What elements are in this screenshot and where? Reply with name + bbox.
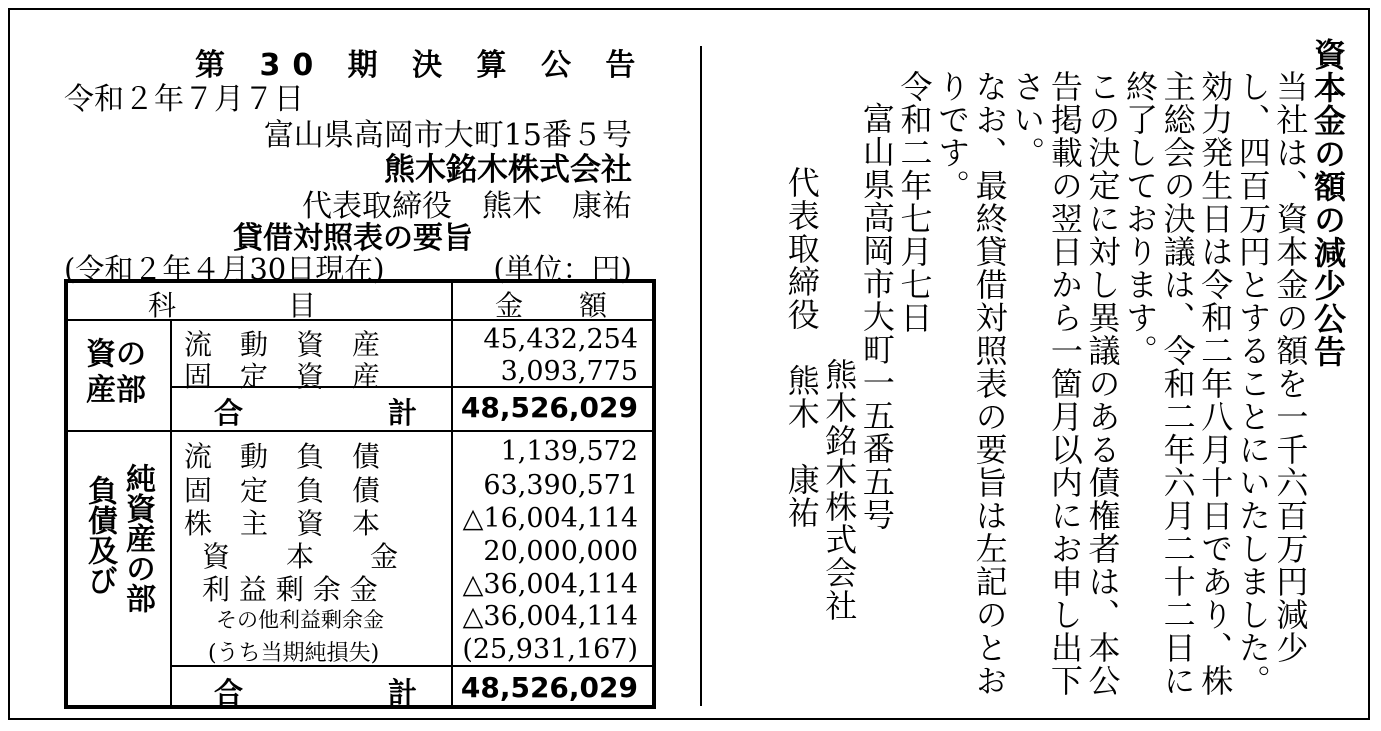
assets-total-value: 48,526,029 — [460, 391, 638, 424]
column-header-item: 科 目 — [148, 289, 317, 322]
asset-row-value: 45,432,254 — [483, 324, 638, 355]
balance-sheet-table — [64, 279, 656, 709]
notice-body-4: なお、最終貸借対照表の要旨は左記のとおりです。 — [933, 70, 1009, 697]
liability-row-value: 63,390,571 — [483, 470, 638, 501]
notice-body-2: 効力発生日は令和二年八月十日であり、株主総会の決議は、令和二年六月二十二日に終了しております。 — [1121, 70, 1235, 697]
liability-row-name: その他利益剰余金 — [216, 608, 384, 632]
liabilities-total-label: 合 計 — [214, 676, 418, 710]
liability-row-value: 20,000,000 — [483, 536, 638, 567]
settlement-title: 第 30 期 決 算 公 告 — [195, 48, 648, 83]
notice-company: 熊木銘木株式会社 — [820, 358, 859, 622]
liability-row-name: 資 本 金 — [202, 540, 399, 573]
notice-frame — [8, 8, 1370, 720]
asset-row-name: 流 動 資 産 — [184, 328, 381, 361]
liabilities-label-right: 純資産の部 — [120, 463, 155, 613]
assets-section-label: 資の産部 — [86, 337, 146, 408]
liabilities-total-value: 48,526,029 — [460, 671, 638, 704]
balance-sheet-unit: (単位：円) — [493, 252, 632, 286]
liability-row-value: △16,004,114 — [462, 503, 638, 534]
column-header-amount: 金 額 — [495, 289, 608, 322]
notice-title: 資本金の額の減少公告 — [1309, 38, 1347, 368]
liability-row-name: 固 定 負 債 — [184, 474, 381, 507]
notice-body-3: この決定に対し異議のある債権者は、本公告掲載の翌日から一箇月以内にお申し出下さい。 — [1008, 70, 1122, 697]
notice-address: 富山県高岡市大町一五番五号 — [857, 102, 896, 531]
amount-column-divider — [451, 283, 453, 705]
liability-row-name: 株 主 資 本 — [184, 507, 381, 540]
company-name: 熊木銘木株式会社 — [384, 152, 632, 188]
balance-sheet-date: (令和２年４月30日現在) — [64, 252, 385, 286]
liabilities-label-left: 負債及び — [82, 475, 117, 595]
liability-row-value: 1,139,572 — [500, 436, 638, 467]
publication-date: 令和２年７月７日 — [64, 82, 304, 117]
balance-sheet-title: 貸借対照表の要旨 — [233, 221, 473, 256]
liability-row-value: △36,004,114 — [462, 601, 638, 632]
liability-row-name: 利 益 剰 余 金 — [202, 573, 378, 606]
notice-body-1: 当社は、資本金の額を一千六百万円減少し、四百万円とすることにいたしました。 — [1233, 70, 1310, 697]
liability-row-name: 流 動 負 債 — [184, 440, 381, 473]
asset-row-value: 3,093,775 — [500, 356, 638, 387]
label-column-divider — [170, 319, 172, 705]
assets-total-label: 合 計 — [214, 396, 418, 430]
capital-reduction-notice — [782, 38, 1346, 718]
representative: 代表取締役 熊木 康祐 — [302, 189, 632, 224]
company-address: 富山県高岡市大町15番５号 — [263, 118, 632, 153]
notice-date: 令和二年七月七日 — [895, 70, 934, 334]
liability-row-name: (うち当期純損失) — [208, 641, 380, 666]
liability-row-value: △36,004,114 — [462, 569, 638, 600]
liability-row-value: (25,931,167) — [462, 634, 638, 665]
column-separator — [700, 46, 702, 706]
notice-representative: 代表取締役 熊木 康祐 — [782, 166, 821, 529]
asset-row-name: 固 定 資 産 — [184, 360, 381, 393]
